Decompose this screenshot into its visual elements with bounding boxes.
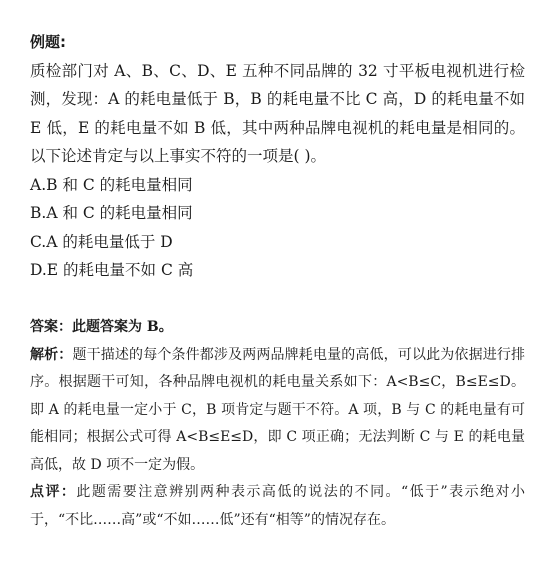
question-block <box>30 28 525 285</box>
option-b: B.A 和 C 的耗电量相同 <box>30 204 193 222</box>
analysis-text: 题干描述的每个条件都涉及两两品牌耗电量的高低，可以此为依据进行排序。根据题干可知，各种品牌电视机的耗电量关系如下：A<B≤C，B≤E≤D。即 A 的耗电量一定小于 C，B 项肯定与题干不符。A 项，B 与 C 的耗电量有可能相同；根据公式可得 A<B≤E≤D，即 C 项正确；无法判断 C 与 E 的耗电量高低，故 D 项不一定为假。 <box>30 346 526 473</box>
comment-text: 此题需要注意辨别两种表示高低的说法的不同。“低于”表示绝对小于，“不比……高”或“不如……低”还有“相等”的情况存在。 <box>30 484 525 528</box>
analysis-label: 解析： <box>30 346 73 363</box>
comment-label: 点评： <box>30 484 77 500</box>
option-a: A.B 和 C 的耗电量相同 <box>30 175 193 194</box>
option-c: C.A 的耗电量低于 D <box>30 232 173 251</box>
answer-line: 答案：此题答案为 B。 <box>30 319 173 335</box>
answer-block <box>30 314 525 534</box>
question-title: 例题: <box>30 33 66 51</box>
option-d: D.E 的耗电量不如 C 高 <box>30 261 194 279</box>
analysis-paragraph <box>30 342 525 480</box>
question-stem: 质检部门对 A、B、C、D、E 五种不同品牌的 32 寸平板电视机进行检测，发现：A 的耗电量低于 B，B 的耗电量不比 C 高，D 的耗电量不如 E 低，E 的耗电量不如 B 低，其中两种品牌电视机的耗电量是相同的。以下论述肯定与以上事实不符的一项是( )。 <box>30 61 525 165</box>
comment-paragraph <box>30 479 525 534</box>
